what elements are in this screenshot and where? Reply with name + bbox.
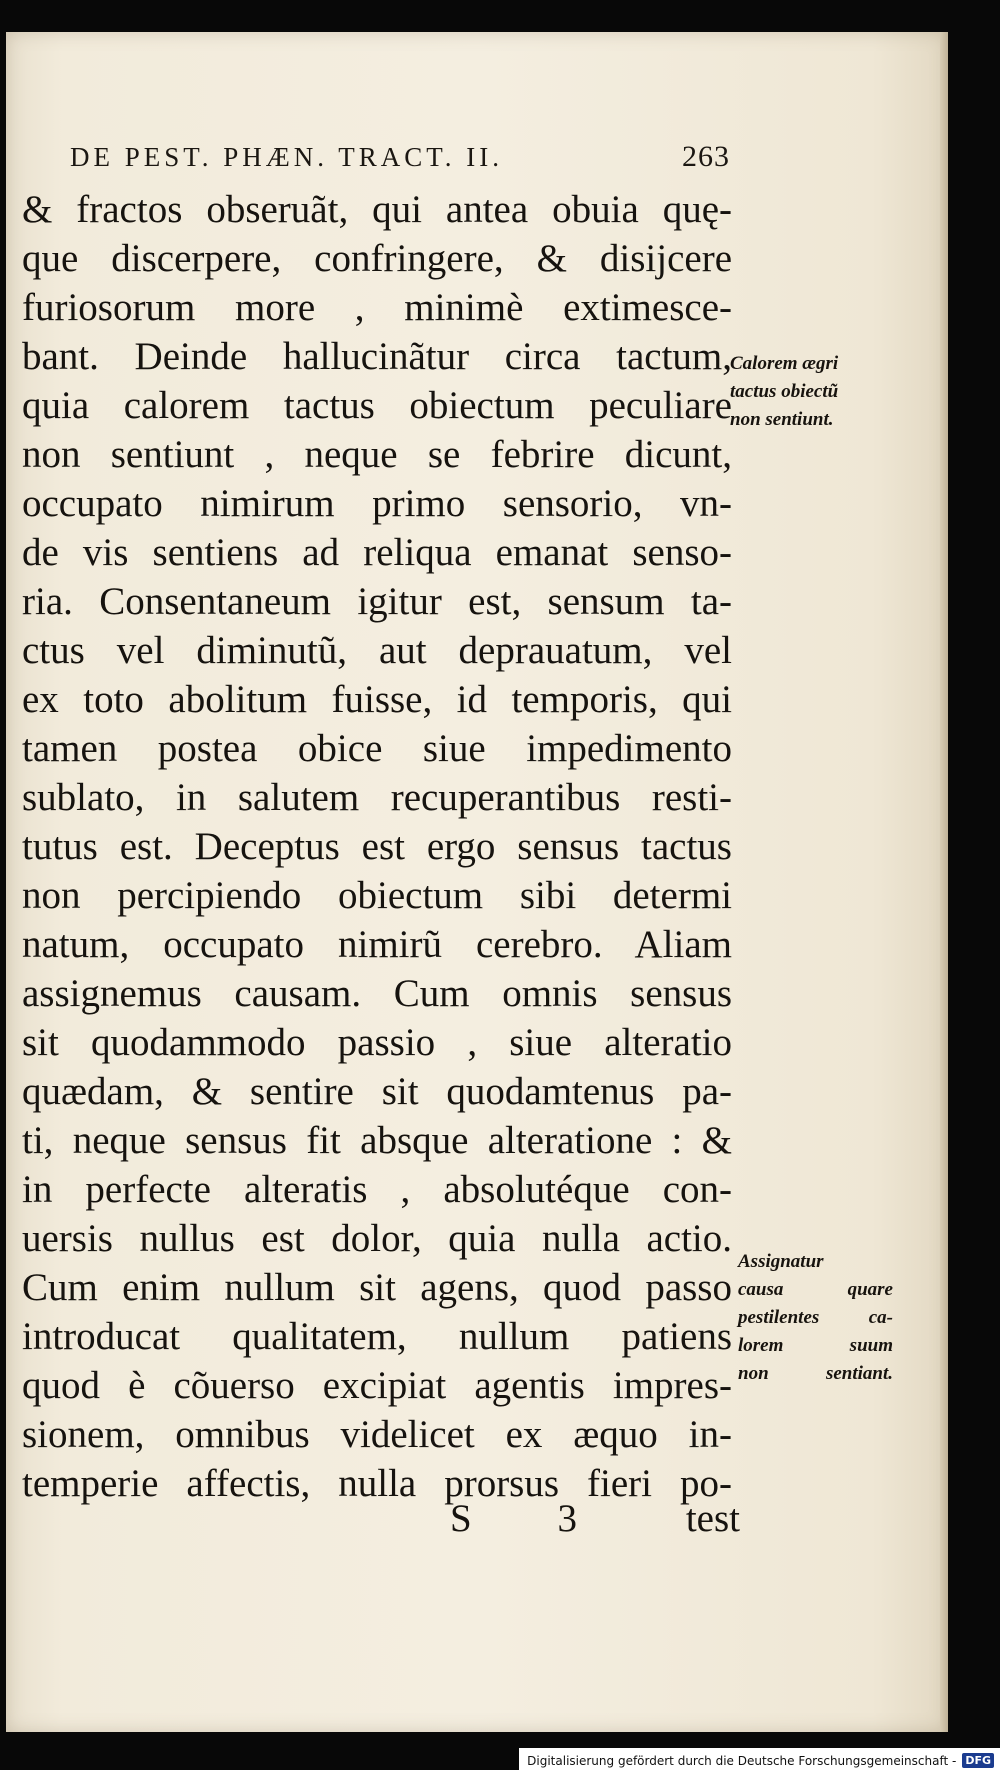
text-line: introducat qualitatem, nullum patiens — [22, 1315, 732, 1358]
text-line: non sentiunt , neque se febrire dicunt, — [22, 433, 732, 476]
page-edge — [940, 32, 948, 1732]
marginal-note-1 — [730, 350, 890, 434]
text-line: tutus est. Deceptus est ergo sensus tactus — [22, 825, 732, 868]
marginal-line: non sentiunt. — [730, 409, 834, 430]
text-line: non percipiendo obiectum sibi determi — [22, 874, 732, 917]
text-line: assignemus causam. Cum omnis sensus — [22, 972, 732, 1015]
text-line: & fractos obseruãt, qui antea obuia quę- — [22, 188, 732, 231]
marginal-line: tactus obiectũ — [730, 381, 839, 402]
text-line: tamen postea obice siue impedimento — [22, 727, 732, 770]
text-line: natum, occupato nimirũ cerebro. Aliam — [22, 923, 732, 966]
text-line: sit quodammodo passio , siue alteratio — [22, 1021, 732, 1064]
text-line: furiosorum more , minimè extimesce- — [22, 286, 732, 329]
dfg-logo-icon: DFG — [962, 1753, 994, 1768]
page-number: 263 — [682, 140, 730, 173]
text-line: quædam, & sentire sit quodamtenus pa- — [22, 1070, 732, 1113]
running-head — [70, 140, 730, 174]
marginal-line: Calorem ægri — [730, 353, 839, 374]
text-line: ti, neque sensus fit absque alteratione : & — [22, 1119, 732, 1162]
running-head-title: DE PEST. PHÆN. TRACT. II. — [70, 142, 504, 172]
text-line: temperie affectis, nulla prorsus fieri po- — [22, 1462, 732, 1505]
text-line: sionem, omnibus videlicet ex æquo in- — [22, 1413, 732, 1456]
marginal-note-2 — [738, 1248, 893, 1388]
text-line: quod è cõuerso excipiat agentis impres- — [22, 1364, 732, 1407]
catchword: test — [685, 1497, 740, 1540]
text-line: in perfecte alteratis , absolutéque con- — [22, 1168, 732, 1211]
text-line: uersis nullus est dolor, quia nulla actio. — [22, 1217, 732, 1260]
text-line: quia calorem tactus obiectum peculiare — [22, 384, 732, 427]
marginal-line: pestilentes ca- — [738, 1307, 893, 1328]
marginal-line: Assignatur — [738, 1251, 824, 1272]
marginal-line: lorem suum — [738, 1335, 893, 1356]
text-line: sublato, in salutem recuperantibus resti- — [22, 776, 732, 819]
body-text — [22, 185, 732, 1508]
text-line: ctus vel diminutũ, aut deprauatum, vel — [22, 629, 732, 672]
text-line: que discerpere, confringere, & disijcere — [22, 237, 732, 280]
text-line: bant. Deinde hallucinãtur circa tactum, — [22, 335, 732, 378]
text-line: de vis sentiens ad reliqua emanat senso- — [22, 531, 732, 574]
signature-mark: S 3 — [450, 1497, 615, 1540]
text-line: ria. Consentaneum igitur est, sensum ta- — [22, 580, 732, 623]
text-line: Cum enim nullum sit agens, quod passo — [22, 1266, 732, 1309]
text-line: occupato nimirum primo sensorio, vn- — [22, 482, 732, 525]
text-line: ex toto abolitum fuisse, id temporis, qui — [22, 678, 732, 721]
marginal-line: non sentiant. — [738, 1363, 893, 1384]
marginal-line: causa quare — [738, 1279, 893, 1300]
catchline — [450, 1496, 740, 1541]
digitization-footer — [519, 1748, 1000, 1770]
footer-credit: Digitalisierung gefördert durch die Deutsche Forschungsgemeinschaft - — [527, 1753, 957, 1768]
